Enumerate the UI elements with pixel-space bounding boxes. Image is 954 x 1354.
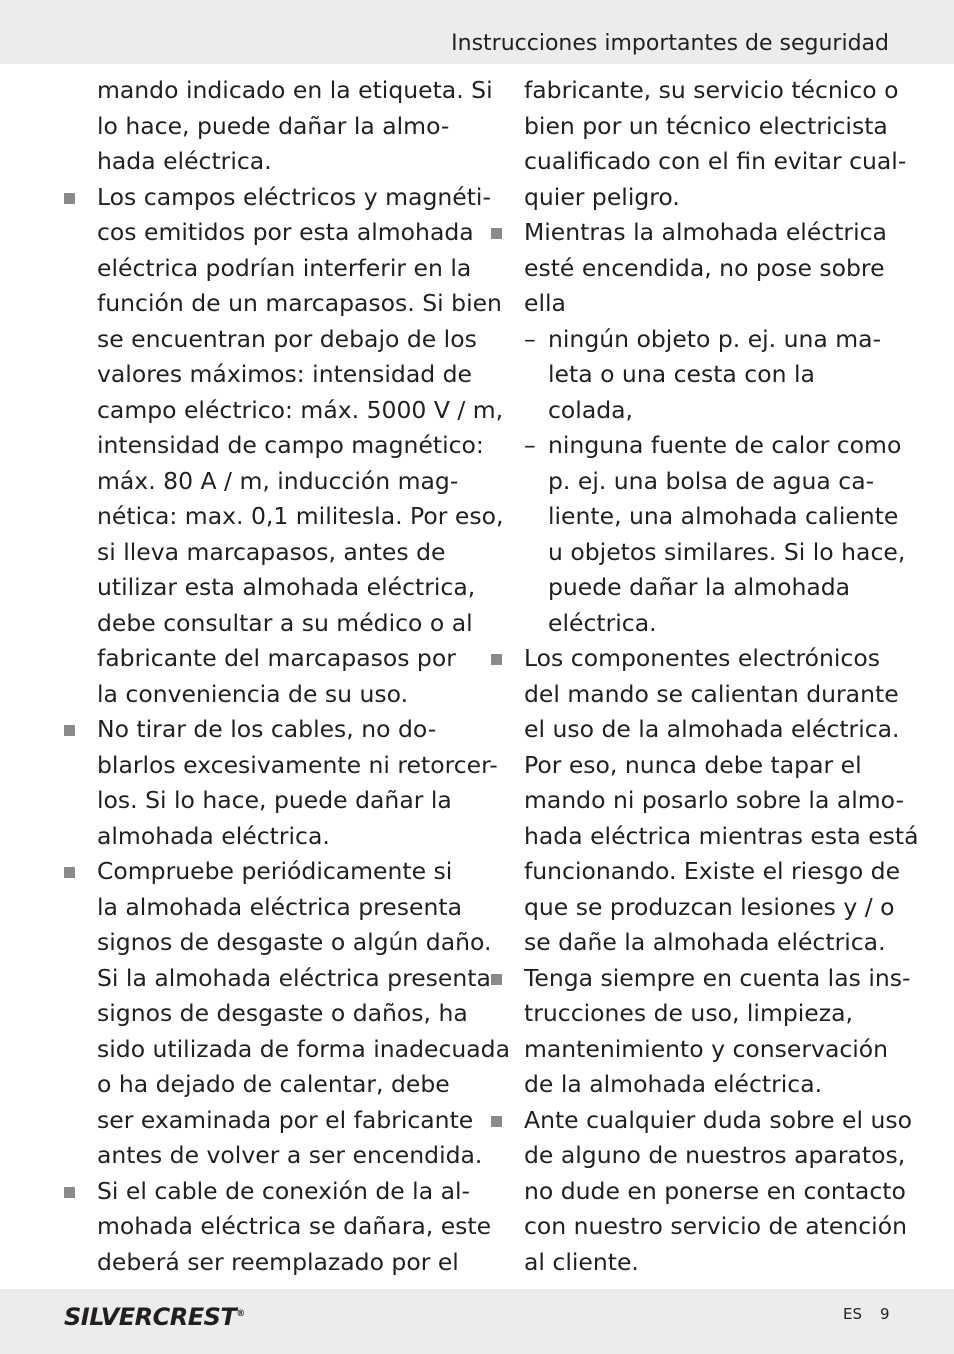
text-line: mando ni posarlo sobre la almo- [524, 786, 904, 814]
bullet-item-duda [486, 1103, 912, 1281]
text-line: campo eléctrico: máx. 5000 V / m, [97, 395, 504, 424]
text-line: trucciones de uso, limpieza, [524, 999, 853, 1027]
dash-marker: – [524, 324, 536, 353]
text-line: al cliente. [524, 1247, 639, 1276]
square-bullet-icon [491, 974, 502, 985]
text-line: debe consultar a su médico o al [97, 608, 473, 637]
text-line: ninguna fuente de calor como [548, 431, 902, 459]
header-title: Instrucciones importantes de seguridad [451, 31, 889, 56]
text-line: leta o una cesta con la colada, [548, 360, 815, 424]
text-line: almohada eléctrica. [97, 821, 330, 850]
text-line: fabricante del marcapasos por [97, 644, 456, 672]
square-bullet-icon [491, 1116, 502, 1127]
text-line: Por eso, nunca debe tapar el [524, 750, 862, 779]
text-line: mohada eléctrica se dañara, este [97, 1212, 492, 1240]
text-line: blarlos excesivamente ni retorcer- [97, 750, 498, 779]
text-line: lo hace, puede dañar la almo- [97, 111, 450, 140]
text-line: puede dañar la almohada [548, 573, 851, 601]
text-line: sido utilizada de forma inadecuada [97, 1034, 510, 1063]
text-line: p. ej. una bolsa de agua ca- [548, 466, 875, 495]
brand-name: SILVERCREST [64, 1303, 237, 1331]
square-bullet-icon [491, 228, 502, 239]
text-line: liente, una almohada caliente [548, 502, 899, 530]
square-bullet-icon [491, 654, 502, 665]
text-line: deberá ser reemplazado por el [97, 1247, 459, 1276]
text-line: Mientras la almohada eléctrica [524, 218, 887, 246]
text-line: el uso de la almohada eléctrica. [524, 715, 900, 743]
text-line: Si el cable de conexión de la al- [97, 1176, 470, 1205]
continuation-paragraph [59, 73, 493, 180]
text-line: quier peligro. [524, 182, 680, 211]
bullet-item-componentes [486, 641, 919, 961]
text-line: hada eléctrica mientras esta está [524, 821, 919, 850]
text-line: signos de desgaste o algún daño. [97, 928, 492, 956]
text-line: esté encendida, no pose sobre [524, 253, 885, 282]
bullet-item-mientras [486, 215, 906, 322]
text-line: Tenga siempre en cuenta las ins- [524, 963, 911, 992]
text-line: u objetos similares. Si lo hace, [548, 537, 906, 566]
registered-mark: ® [236, 1309, 245, 1319]
text-line: Si la almohada eléctrica presenta [97, 963, 491, 992]
text-line: la almohada eléctrica presenta [97, 892, 462, 921]
text-line: se encuentran por debajo de los [97, 324, 477, 353]
text-line: Los campos eléctricos y magnéti- [97, 182, 491, 211]
text-line: antes de volver a ser encendida. [97, 1141, 483, 1169]
text-line: funcionando. Existe el riesgo de [524, 857, 901, 885]
dash-marker: – [524, 431, 536, 459]
bullet-item-campos [59, 180, 504, 713]
text-line: intensidad de campo magnético: [97, 431, 484, 459]
text-line: o ha dejado de calentar, debe [97, 1070, 450, 1098]
text-line: del mando se calientan durante [524, 679, 899, 708]
text-line: nética: max. 0,1 militesla. Por eso, [97, 502, 504, 530]
text-line: si lleva marcapasos, antes de [97, 537, 446, 566]
square-bullet-icon [64, 193, 75, 204]
text-line: de la almohada eléctrica. [524, 1070, 823, 1098]
text-line: ella [524, 289, 566, 317]
text-line: No tirar de los cables, no do- [97, 715, 437, 743]
text-line: mando indicado en la etiqueta. Si [97, 76, 493, 104]
text-line: eléctrica podrían interferir en la [97, 253, 472, 282]
text-line: de alguno de nuestros aparatos, [524, 1141, 906, 1169]
text-line: se dañe la almohada eléctrica. [524, 928, 886, 956]
square-bullet-icon [64, 867, 75, 878]
dash-item-objeto [486, 322, 906, 429]
bullet-item-instrucciones [486, 961, 911, 1103]
text-line: eléctrica. [548, 608, 657, 637]
text-line: la conveniencia de su uso. [97, 679, 409, 708]
text-line: con nuestro servicio de atención [524, 1212, 907, 1240]
text-line: mantenimiento y conservación [524, 1034, 889, 1063]
text-line: fabricante, su servicio técnico o [524, 76, 899, 104]
bullet-item-cable-conexion [59, 1174, 492, 1281]
square-bullet-icon [64, 1187, 75, 1198]
text-line: Compruebe periódicamente si [97, 857, 453, 885]
right-column [486, 73, 919, 1280]
text-line: cos emitidos por esta almohada [97, 218, 474, 246]
text-line: los. Si lo hace, puede dañar la [97, 786, 452, 814]
square-bullet-icon [64, 725, 75, 736]
bullet-item-cables [59, 712, 498, 854]
text-line: función de un marcapasos. Si bien [97, 289, 502, 317]
page-number: 9 [880, 1305, 890, 1323]
text-line: ningún objeto p. ej. una ma- [548, 324, 882, 353]
text-line: Ante cualquier duda sobre el uso [524, 1105, 912, 1134]
text-line: hada eléctrica. [97, 147, 272, 175]
text-line: bien por un técnico electricista [524, 111, 888, 140]
text-line: no dude en ponerse en contacto [524, 1176, 906, 1205]
bullet-item-compruebe [59, 854, 510, 1174]
continuation-paragraph [486, 73, 906, 215]
text-line: que se produzcan lesiones y / o [524, 892, 895, 921]
text-line: valores máximos: intensidad de [97, 360, 473, 388]
text-line: utilizar esta almohada eléctrica, [97, 573, 476, 601]
dash-item-calor [486, 428, 906, 641]
text-line: cualificado con el fin evitar cual- [524, 147, 907, 175]
language-code: ES [843, 1305, 862, 1323]
brand-logo [64, 1300, 245, 1331]
text-line: signos de desgaste o daños, ha [97, 999, 468, 1027]
left-column [59, 73, 510, 1280]
text-line: ser examinada por el fabricante [97, 1105, 474, 1134]
text-line: Los componentes electrónicos [524, 644, 880, 672]
text-line: máx. 80 A / m, inducción mag- [97, 466, 459, 495]
